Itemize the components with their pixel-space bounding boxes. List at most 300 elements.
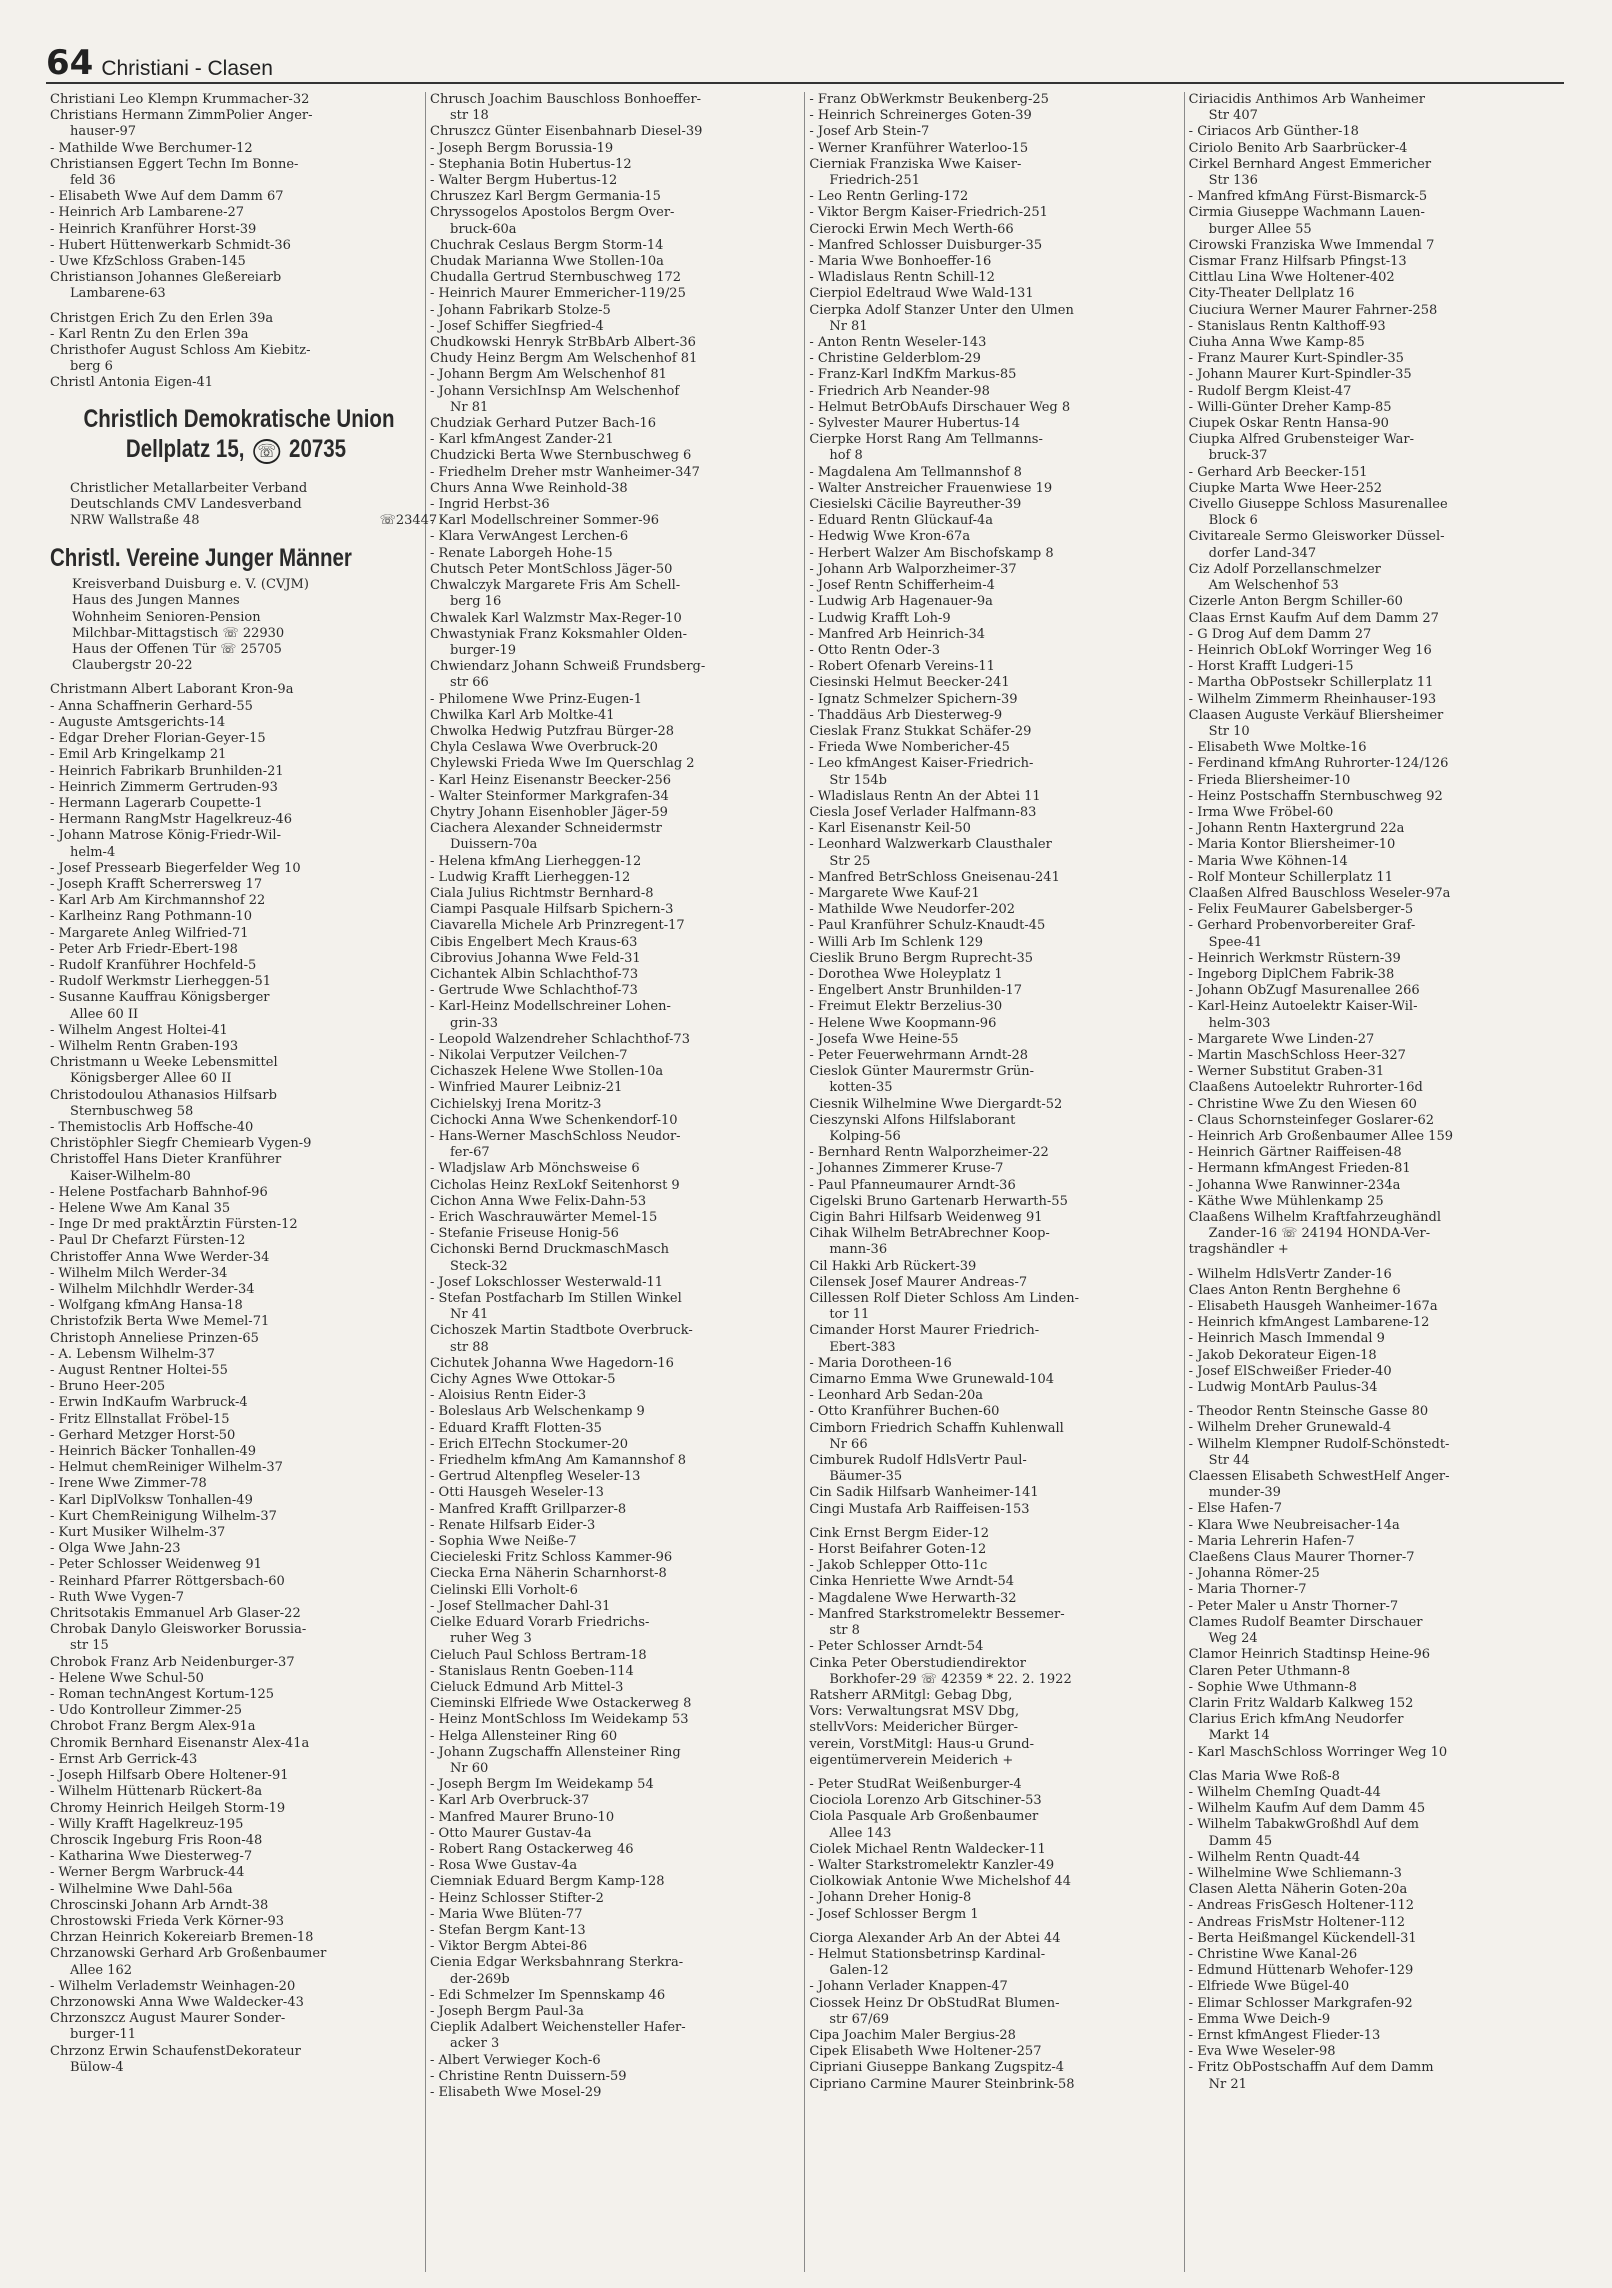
directory-entry: Cieslak Franz Stukkat Schäfer-29: [809, 723, 1032, 739]
directory-entry: - Willy Krafft Hagelkreuz-195: [50, 1817, 422, 1833]
directory-entry: - Ludwig Krafft Loh-9: [809, 611, 1180, 627]
directory-entry: Clas Maria Wwe Roß-8: [1188, 1768, 1340, 1784]
directory-entry: - Hermann kfmAngest Frieden-81: [1189, 1161, 1561, 1177]
directory-entry: - Olga Wwe Jahn-23: [50, 1541, 422, 1557]
directory-entry: - Josef Pressearb Biegerfelder Weg 10: [50, 861, 422, 877]
directory-entry: Ciecka Erna Näherin Scharnhorst-8: [430, 1566, 667, 1582]
directory-entry: Cilensek Josef Maurer Andreas-7: [809, 1274, 1028, 1290]
directory-entry: - Jakob Schlepper Otto-11c: [809, 1558, 1180, 1574]
directory-entry: - Leo kfmAngest Kaiser-Friedrich- Str 154b: [809, 756, 1180, 788]
directory-entry: - Karl Rentn Zu den Erlen 39a: [50, 327, 422, 343]
directory-entry: [1189, 1259, 1561, 1267]
directory-entry: - Friedhelm Dreher mstr Wanheimer-347: [430, 465, 801, 481]
cdu-street: Dellplatz 15,: [125, 434, 245, 463]
directory-entry: - Johann Bergm Am Welschenhof 81: [430, 367, 801, 383]
directory-entry: Ciachera Alexander Schneidermstr Duissern-70a: [430, 821, 662, 853]
directory-entry: - Heinrich Werkmstr Rüstern-39: [1189, 951, 1561, 967]
directory-entry: - Bruno Heer-205: [50, 1379, 422, 1395]
directory-entry: Cillessen Rolf Dieter Schloss Am Linden- tor 11: [809, 1291, 1080, 1323]
directory-entry: - Helene Wwe Koopmann-96: [809, 1016, 1180, 1032]
directory-entry: - Maria Wwe Bonhoeffer-16: [809, 254, 1180, 270]
directory-entry: Cimborn Friedrich Schaffn Kuhlenwall Nr 66: [809, 1420, 1064, 1452]
directory-entry: - Gertrude Wwe Schlachthof-73: [430, 983, 801, 999]
directory-entry: - Viktor Bergm Kaiser-Friedrich-251: [809, 205, 1180, 221]
directory-entry: - Josefa Wwe Heine-55: [809, 1032, 1180, 1048]
columns: [46, 92, 1564, 2272]
directory-entry: Cinka Peter Oberstudiendirektor Borkhofer-29 ☏ 42359 * 22. 2. 1922: [809, 1655, 1072, 1687]
directory-entry: - Karl Heinz Eisenanstr Beecker-256: [430, 773, 801, 789]
directory-entry: Christianson Johannes Gleßereiarb Lambarene-63: [50, 270, 282, 302]
directory-entry: Ciemniak Eduard Bergm Kamp-128: [430, 1874, 665, 1890]
directory-entry: Christoffel Hans Dieter Kranführer Kaiser-Wilhelm-80: [50, 1152, 282, 1184]
cdu-name: Christlich Demokratische Union: [83, 404, 395, 433]
directory-entry: Cipek Elisabeth Wwe Holtener-257: [809, 2044, 1042, 2060]
directory-entry: - Karl kfmAngest Zander-21: [430, 432, 801, 448]
directory-entry: - Joseph Krafft Scherrersweg 17: [50, 877, 422, 893]
directory-entry: - Walter Anstreicher Frauenwiese 19: [809, 481, 1180, 497]
directory-entry: - Heinrich Kranführer Horst-39: [50, 222, 422, 238]
directory-entry: Cieluck Edmund Arb Mittel-3: [430, 1679, 624, 1695]
directory-entry: eigentümerverein Meiderich +: [809, 1752, 1014, 1768]
directory-entry: - Heinrich Maurer Emmericher-119/25: [430, 286, 801, 302]
directory-entry: - Magdalene Wwe Herwarth-32: [809, 1591, 1180, 1607]
directory-entry: - Wladjslaw Arb Mönchsweise 6: [430, 1161, 801, 1177]
directory-entry: - Margarete Anleg Wilfried-71: [50, 926, 422, 942]
directory-entry: Chruszez Karl Bergm Germania-15: [430, 189, 661, 205]
directory-entry: Cieminski Elfriede Wwe Ostackerweg 8: [430, 1696, 692, 1712]
directory-entry: - Sophie Wwe Uthmann-8: [1189, 1680, 1561, 1696]
directory-entry: - Wilhelm Rentn Quadt-44: [1189, 1850, 1561, 1866]
directory-entry: Christhofer August Schloss Am Kiebitz- berg 6: [50, 343, 311, 375]
directory-entry: Chroscik Ingeburg Fris Roon-48: [50, 1832, 263, 1848]
directory-entry: - Mathilde Wwe Neudorfer-202: [809, 902, 1180, 918]
directory-entry: - Eva Wwe Weseler-98: [1189, 2044, 1561, 2060]
directory-entry: - Otti Hausgeh Weseler-13: [430, 1485, 801, 1501]
directory-entry: - Irma Wwe Fröbel-60: [1189, 805, 1561, 821]
directory-entry: - Johann Arb Walporzheimer-37: [809, 562, 1180, 578]
directory-entry: Cismar Franz Hilfsarb Pfingst-13: [1188, 254, 1407, 270]
directory-entry: - Josef Stellmacher Dahl-31: [430, 1599, 801, 1615]
directory-entry: - Karl Modellschreiner Sommer-96: [430, 513, 801, 529]
directory-entry: Clasen Aletta Näherin Goten-20a: [1188, 1882, 1408, 1898]
directory-entry: Chwalek Karl Walzmstr Max-Reger-10: [430, 610, 682, 626]
directory-entry: - Emma Wwe Deich-9: [1189, 2012, 1561, 2028]
directory-entry: Cierpka Adolf Stanzer Unter den Ulmen Nr 81: [809, 302, 1074, 334]
directory-entry: Ciavarella Michele Arb Prinzregent-17: [430, 918, 685, 934]
directory-entry: Cittlau Lina Wwe Holtener-402: [1188, 270, 1395, 286]
directory-entry: Clarin Fritz Waldarb Kalkweg 152: [1188, 1695, 1414, 1711]
directory-entry: - Peter Arb Friedr-Ebert-198: [50, 942, 422, 958]
directory-entry: - Wladislaus Rentn Schill-12: [809, 270, 1180, 286]
directory-entry: Chwastyniak Franz Koksmahler Olden- burger-19: [430, 626, 688, 658]
directory-entry: Christmann u Weeke Lebensmittel Königsberger Allee 60 II: [50, 1055, 278, 1087]
directory-entry: - Maria Wwe Köhnen-14: [1189, 854, 1561, 870]
directory-entry: - Helene Wwe Schul-50: [50, 1671, 422, 1687]
directory-entry: - Gerhard Probenvorbereiter Graf- Spee-41: [1189, 918, 1561, 950]
directory-entry: - Johann Rentn Haxtergrund 22a: [1189, 821, 1561, 837]
directory-entry: Cichocki Anna Wwe Schenkendorf-10: [430, 1112, 678, 1128]
directory-entry: - Anna Schaffnerin Gerhard-55: [50, 699, 422, 715]
directory-entry: - Freimut Elektr Berzelius-30: [809, 999, 1180, 1015]
directory-entry: - Rudolf Bergm Kleist-47: [1189, 384, 1561, 400]
directory-entry: Clames Rudolf Beamter Dirschauer Weg 24: [1188, 1614, 1423, 1647]
directory-entry: - Friedhelm kfmAng Am Kamannshof 8: [430, 1453, 801, 1469]
directory-entry: Chytry Johann Eisenhobler Jäger-59: [430, 804, 668, 820]
directory-entry: Ciampi Pasquale Hilfsarb Spichern-3: [430, 902, 674, 918]
directory-entry: - Walter Bergm Hubertus-12: [430, 173, 801, 189]
directory-entry: [809, 1923, 1180, 1931]
directory-entry: - Felix FeuMaurer Gabelsberger-5: [1189, 902, 1561, 918]
directory-entry: Chritsotakis Emmanuel Arb Glaser-22: [50, 1606, 301, 1622]
directory-entry: stellvVors: Meidericher Bürger-: [809, 1720, 1019, 1736]
directory-entry: - Johann Zugschaffn Allensteiner Ring Nr 60: [430, 1745, 801, 1777]
directory-entry: - Stanislaus Rentn Kalthoff-93: [1189, 319, 1561, 335]
directory-entry: - Manfred Starkstromelektr Bessemer- str 8: [809, 1607, 1180, 1639]
directory-entry: - Manfred Krafft Grillparzer-8: [430, 1502, 801, 1518]
directory-entry: Christöphler Siegfr Chemiearb Vygen-9: [50, 1136, 312, 1152]
page-number: 64: [46, 43, 94, 83]
directory-entry: - Josef Schlosser Bergm 1: [809, 1907, 1180, 1923]
directory-entry: Cichon Anna Wwe Felix-Dahn-53: [430, 1193, 647, 1209]
directory-entry: Ciesla Josef Verlader Halfmann-83: [809, 804, 1037, 820]
directory-entry: - Stefan Bergm Kant-13: [430, 1923, 801, 1939]
directory-entry: - Themistoclis Arb Hoffsche-40: [50, 1120, 422, 1136]
directory-entry: Cierocki Erwin Mech Werth-66: [809, 221, 1014, 237]
directory-entry: - Elisabeth Hausgeh Wanheimer-167a: [1189, 1299, 1561, 1315]
directory-entry: Chwalczyk Margarete Fris Am Schell- berg 16: [430, 578, 681, 610]
column-4: [1185, 92, 1564, 2272]
directory-entry: Claessen Elisabeth SchwestHelf Anger- munder-39: [1188, 1469, 1450, 1501]
cvjm-title: Christl. Vereine Junger Männer: [50, 544, 352, 573]
directory-entry: - Karlheinz Rang Pothmann-10: [50, 909, 422, 925]
directory-entry: Cigelski Bruno Gartenarb Herwarth-55: [809, 1193, 1068, 1209]
directory-entry: - Claus Schornsteinfeger Goslarer-62: [1189, 1113, 1561, 1129]
directory-entry: Ciesnik Wilhelmine Wwe Diergardt-52: [809, 1096, 1063, 1112]
cvjm-line: Kreisverband Duisburg e. V. (CVJM): [72, 577, 309, 593]
directory-entry: Ciorga Alexander Arb An der Abtei 44: [809, 1930, 1061, 1946]
directory-entry: - Werner Substitut Graben-31: [1189, 1064, 1561, 1080]
directory-entry: - Wilhelm Dreher Grunewald-4: [1189, 1420, 1561, 1436]
directory-entry: Christmann Albert Laborant Kron-9a: [50, 682, 294, 698]
directory-entry: Cipriano Carmine Maurer Steinbrink-58: [809, 2076, 1075, 2092]
col1-top-entries: [50, 92, 422, 392]
directory-entry: - Martha ObPostsekr Schillerplatz 11: [1189, 675, 1561, 691]
directory-entry: - Reinhard Pfarrer Röttgersbach-60: [50, 1574, 422, 1590]
directory-entry: Cielke Eduard Vorarb Friedrichs- ruher Weg 3: [430, 1615, 650, 1647]
directory-entry: Cibis Engelbert Mech Kraus-63: [430, 934, 638, 950]
directory-entry: - Johannes Zimmerer Kruse-7: [809, 1161, 1180, 1177]
directory-entry: - Gerhard Metzger Horst-50: [50, 1428, 422, 1444]
cvjm-line: Milchbar-Mittagstisch ☏ 22930: [72, 625, 285, 641]
directory-entry: Ratsherr ARMitgl: Gebag Dbg,: [809, 1687, 1013, 1703]
directory-entry: - Stefanie Friseuse Honig-56: [430, 1226, 801, 1242]
directory-entry: - Elfriede Wwe Bügel-40: [1189, 1979, 1561, 1995]
column-1: [46, 92, 438, 2272]
metall-line: [70, 513, 438, 529]
metall-phone: ☏23447: [379, 513, 438, 529]
directory-entry: Claaßens Wilhelm Kraftfahrzeughändl Zander-16 ☏ 24194 HONDA-Ver-: [1188, 1210, 1442, 1242]
directory-entry: Christiani Leo Klempn Krummacher-32: [50, 92, 310, 107]
directory-entry: Cink Ernst Bergm Eider-12: [809, 1525, 989, 1541]
directory-entry: - Wilhelm HdlsVertr Zander-16: [1189, 1267, 1561, 1283]
directory-entry: Cigin Bahri Hilfsarb Weidenweg 91: [809, 1210, 1043, 1226]
directory-entry: - Frieda Bliersheimer-10: [1189, 773, 1561, 789]
directory-entry: Chudkowski Henryk StrBbArb Albert-36: [430, 335, 696, 351]
directory-entry: - Friedrich Arb Neander-98: [809, 384, 1180, 400]
directory-entry: Chyla Ceslawa Wwe Overbruck-20: [430, 740, 658, 756]
directory-entry: Civello Giuseppe Schloss Masurenallee Block 6: [1188, 497, 1448, 529]
directory-entry: - Maria Lehrerin Hafen-7: [1189, 1534, 1561, 1550]
cdu-phone: 20735: [289, 434, 347, 463]
directory-entry: Chrobot Franz Bergm Alex-91a: [50, 1719, 256, 1735]
directory-entry: - Johanna Römer-25: [1189, 1566, 1561, 1582]
directory-entry: Cihak Wilhelm BetrAbrechner Koop- mann-36: [809, 1226, 1050, 1258]
directory-entry: - Heinrich Arb Großenbaumer Allee 159: [1189, 1129, 1561, 1145]
directory-entry: - Hubert Hüttenwerkarb Schmidt-36: [50, 238, 422, 254]
directory-entry: - Heinrich kfmAngest Lambarene-12: [1189, 1315, 1561, 1331]
directory-entry: - Johann ObZugf Masurenallee 266: [1189, 983, 1561, 999]
directory-entry: - Werner Kranführer Waterloo-15: [809, 141, 1180, 157]
directory-entry: - Wilhelm Zimmerm Rheinhauser-193: [1189, 692, 1561, 708]
cdu-advertisement: [50, 404, 422, 467]
directory-entry: [809, 1518, 1180, 1526]
column-2: [426, 92, 805, 2272]
directory-entry: Christl Antonia Eigen-41: [50, 375, 214, 391]
directory-entry: - Johanna Wwe Ranwinner-234a: [1189, 1178, 1561, 1194]
cvjm-line: Haus des Jungen Mannes: [72, 593, 240, 609]
page-title: Christiani - Clasen: [101, 57, 273, 80]
directory-entry: Claren Peter Uthmann-8: [1188, 1663, 1351, 1679]
directory-entry: - Eduard Rentn Glückauf-4a: [809, 513, 1180, 529]
directory-entry: - Helga Allensteiner Ring 60: [430, 1729, 801, 1745]
directory-entry: Chrobak Danylo Gleisworker Borussia- str 15: [50, 1622, 307, 1654]
directory-entry: - Heinrich Fabrikarb Brunhilden-21: [50, 764, 422, 780]
directory-entry: - Ludwig Arb Hagenauer-9a: [809, 594, 1180, 610]
directory-entry: - Inge Dr med praktÄrztin Fürsten-12: [50, 1217, 422, 1233]
directory-entry: Chrzonz Erwin SchaufenstDekorateur Bülow-4: [50, 2043, 301, 2075]
directory-entry: Cirowski Franziska Wwe Immendal 7: [1188, 237, 1435, 253]
cdu-address: [83, 434, 388, 467]
directory-entry: - Otto Maurer Gustav-4a: [430, 1826, 801, 1842]
metall-line: Christlicher Metallarbeiter Verband: [70, 480, 308, 496]
directory-entry: Cirmia Giuseppe Wachmann Lauen- burger Allee 55: [1188, 205, 1425, 237]
directory-entry: - Engelbert Anstr Brunhilden-17: [809, 983, 1180, 999]
directory-entry: Ciossek Heinz Dr ObStudRat Blumen- str 67/69: [809, 1995, 1060, 2027]
directory-entry: - Josef ElSchweißer Frieder-40: [1189, 1364, 1561, 1380]
directory-entry: - Robert Rang Ostackerweg 46: [430, 1842, 801, 1858]
directory-entry: Chruszcz Günter Eisenbahnarb Diesel-39: [430, 124, 703, 140]
directory-entry: - Ignatz Schmelzer Spichern-39: [809, 692, 1180, 708]
directory-entry: Chudalla Gertrud Sternbuschweg 172: [430, 270, 682, 286]
directory-entry: Ciesinski Helmut Beecker-241: [809, 675, 1010, 691]
directory-entry: - Anton Rentn Weseler-143: [809, 335, 1180, 351]
directory-entry: - Frieda Wwe Nombericher-45: [809, 740, 1180, 756]
directory-entry: Chrusch Joachim Bauschloss Bonhoeffer- str 18: [430, 92, 702, 124]
directory-entry: - Andreas FrisMstr Holtener-112: [1189, 1915, 1561, 1931]
directory-entry: Chrzanowski Gerhard Arb Großenbaumer Allee 162: [50, 1946, 327, 1978]
directory-entry: - Karl Arb Overbruck-37: [430, 1793, 801, 1809]
directory-entry: - Winfried Maurer Leibniz-21: [430, 1080, 801, 1096]
directory-entry: Clarius Erich kfmAng Neudorfer Markt 14: [1188, 1712, 1404, 1744]
directory-entry: Cirkel Bernhard Angest Emmericher Str 136: [1188, 156, 1432, 189]
directory-entry: - Heinz Postschaffn Sternbuschweg 92: [1189, 789, 1561, 805]
directory-entry: Cipa Joachim Maler Bergius-28: [809, 2027, 1016, 2043]
directory-entry: Claeßens Claus Maurer Thorner-7: [1188, 1550, 1415, 1566]
directory-entry: - Karl Eisenanstr Keil-50: [809, 821, 1180, 837]
directory-entry: Chwiendarz Johann Schweiß Frundsberg- str 66: [430, 659, 706, 691]
directory-entry: - Paul Kranführer Schulz-Knaudt-45: [809, 918, 1180, 934]
directory-entry: Chryssogelos Apostolos Bergm Over- bruck-60a: [430, 205, 675, 237]
directory-entry: Cinka Henriette Wwe Arndt-54: [809, 1574, 1015, 1590]
directory-entry: Christoffer Anna Wwe Werder-34: [50, 1249, 270, 1265]
directory-entry: - Johann VersichInsp Am Welschenhof Nr 81: [430, 384, 801, 416]
directory-entry: [1189, 1761, 1561, 1769]
directory-entry: Cichoszek Martin Stadtbote Overbruck- str 88: [430, 1323, 693, 1355]
directory-entry: - Kurt Musiker Wilhelm-37: [50, 1525, 422, 1541]
directory-entry: - Heinrich Zimmerm Gertruden-93: [50, 780, 422, 796]
directory-entry: - Leonhard Arb Sedan-20a: [809, 1388, 1180, 1404]
col1-bottom-entries: [50, 682, 422, 2075]
directory-entry: Churs Anna Wwe Reinhold-38: [430, 480, 628, 496]
directory-entry: Ciriolo Benito Arb Saarbrücker-4: [1188, 140, 1408, 156]
cvjm-line: Wohnheim Senioren-Pension: [72, 609, 261, 625]
directory-entry: Cieplik Adalbert Weichensteller Hafer- acker 3: [430, 2020, 686, 2052]
directory-entry: Cichielskyj Irena Moritz-3: [430, 1096, 602, 1112]
page-header: [46, 30, 1564, 84]
directory-entry: tragshändler +: [1188, 1242, 1289, 1258]
directory-entry: - Joseph Bergm Paul-3a: [430, 2004, 801, 2020]
directory-entry: - Franz ObWerkmstr Beukenberg-25: [809, 92, 1180, 108]
directory-entry: - Manfred Schlosser Duisburger-35: [809, 238, 1180, 254]
directory-entry: - Heinz Schlosser Stifter-2: [430, 1891, 801, 1907]
directory-entry: Cichutek Johanna Wwe Hagedorn-16: [430, 1355, 674, 1371]
directory-entry: - Heinrich ObLokf Worringer Weg 16: [1189, 643, 1561, 659]
directory-entry: - Heinrich Gärtner Raiffeisen-48: [1189, 1145, 1561, 1161]
directory-entry: Ciupek Oskar Rentn Hansa-90: [1188, 416, 1389, 432]
directory-entry: Cibrovius Johanna Wwe Feld-31: [430, 950, 641, 966]
directory-entry: Cienia Edgar Werksbahnrang Sterkra- der-269b: [430, 1955, 684, 1987]
directory-entry: - Karl MaschSchloss Worringer Weg 10: [1189, 1745, 1561, 1761]
directory-entry: - Dorothea Wwe Holeyplatz 1: [809, 967, 1180, 983]
directory-entry: - Bernhard Rentn Walporzheimer-22: [809, 1145, 1180, 1161]
directory-entry: - Stanislaus Rentn Goeben-114: [430, 1664, 801, 1680]
directory-entry: Ciociola Lorenzo Arb Gitschiner-53: [809, 1793, 1042, 1809]
directory-entry: - Christine Rentn Duissern-59: [430, 2069, 801, 2085]
directory-entry: - Wilhelm TabakwGroßhdl Auf dem Damm 45: [1189, 1817, 1561, 1849]
directory-entry: Chrostowski Frieda Verk Körner-93: [50, 1913, 285, 1929]
directory-entry: - Willi-Günter Dreher Kamp-85: [1189, 400, 1561, 416]
directory-entry: - Uwe KfzSchloss Graben-145: [50, 254, 422, 270]
cvjm-line: Claubergstr 20-22: [72, 658, 193, 674]
directory-entry: - Wilhelmine Wwe Schliemann-3: [1189, 1866, 1561, 1882]
directory-entry: Chwolka Hedwig Putzfrau Bürger-28: [430, 723, 675, 739]
directory-entry: Christofzik Berta Wwe Memel-71: [50, 1314, 270, 1330]
directory-entry: - Philomene Wwe Prinz-Eugen-1: [430, 692, 801, 708]
directory-entry: - Karl Arb Am Kirchmannshof 22: [50, 893, 422, 909]
directory-entry: Cichaszek Helene Wwe Stollen-10a: [430, 1064, 664, 1080]
directory-entry: - Margarete Wwe Linden-27: [1189, 1032, 1561, 1048]
directory-entry: - Elisabeth Wwe Auf dem Damm 67: [50, 189, 422, 205]
directory-entry: - Hedwig Wwe Kron-67a: [809, 529, 1180, 545]
directory-entry: - Robert Ofenarb Vereins-11: [809, 659, 1180, 675]
directory-entry: - Sophia Wwe Neiße-7: [430, 1534, 801, 1550]
directory-entry: Cipriani Giuseppe Bankang Zugspitz-4: [809, 2060, 1065, 2076]
directory-entry: - A. Lebensm Wilhelm-37: [50, 1347, 422, 1363]
directory-entry: - Joseph Bergm Im Weidekamp 54: [430, 1777, 801, 1793]
directory-entry: Chudziak Gerhard Putzer Bach-16: [430, 416, 656, 432]
directory-entry: - Gerhard Arb Beecker-151: [1189, 465, 1561, 481]
directory-entry: - Magdalena Am Tellmannshof 8: [809, 465, 1180, 481]
directory-entry: - Nikolai Verputzer Veilchen-7: [430, 1048, 801, 1064]
directory-entry: Cimburek Rudolf HdlsVertr Paul- Bäumer-35: [809, 1453, 1027, 1485]
directory-entry: - Ciriacos Arb Günther-18: [1189, 124, 1561, 140]
directory-entry: Cimander Horst Maurer Friedrich- Ebert-383: [809, 1323, 1040, 1355]
directory-entry: [50, 303, 422, 311]
directory-entry: - Elisabeth Wwe Moltke-16: [1189, 740, 1561, 756]
directory-entry: Cieluch Paul Schloss Bertram-18: [430, 1647, 647, 1663]
cvjm-line: Haus der Offenen Tür ☏ 25705: [72, 642, 282, 658]
directory-entry: - Wilhelm Hüttenarb Rückert-8a: [50, 1784, 422, 1800]
directory-entry: - Irene Wwe Zimmer-78: [50, 1476, 422, 1492]
directory-entry: - Wladislaus Rentn An der Abtei 11: [809, 789, 1180, 805]
directory-entry: - Willi Arb Im Schlenk 129: [809, 935, 1180, 951]
directory-entry: Ciesielski Cäcilie Bayreuther-39: [809, 497, 1022, 513]
directory-entry: Ciz Adolf Porzellanschmelzer Am Welschenhof 53: [1188, 561, 1381, 594]
directory-entry: - Leo Rentn Gerling-172: [809, 189, 1180, 205]
directory-entry: - Ruth Wwe Vygen-7: [50, 1590, 422, 1606]
directory-entry: Chwilka Karl Arb Moltke-41: [430, 707, 615, 723]
directory-entry: Cingi Mustafa Arb Raiffeisen-153: [809, 1501, 1030, 1517]
directory-entry: - Wilhelm Kaufm Auf dem Damm 45: [1189, 1801, 1561, 1817]
telephone-icon: ☏: [253, 439, 280, 464]
directory-entry: Ciolek Michael Rentn Waldecker-11: [809, 1841, 1046, 1857]
directory-entry: - Hermann RangMstr Hagelkreuz-46: [50, 812, 422, 828]
directory-entry: Christians Hermann ZimmPolier Anger- hauser-97: [50, 108, 313, 140]
directory-entry: - Otto Kranführer Buchen-60: [809, 1404, 1180, 1420]
directory-entry: Chylewski Frieda Wwe Im Querschlag 2: [430, 756, 695, 772]
directory-entry: - Helmut BetrObAufs Dirschauer Weg 8: [809, 400, 1180, 416]
directory-entry: - Josef Lokschlosser Westerwald-11: [430, 1275, 801, 1291]
directory-entry: Christoph Anneliese Prinzen-65: [50, 1330, 259, 1346]
metall-verband: [70, 480, 438, 530]
directory-entry: Chuchrak Ceslaus Bergm Storm-14: [430, 237, 664, 253]
directory-entry: - Elisabeth Wwe Mosel-29: [430, 2085, 801, 2101]
directory-entry: - Wilhelm Angest Holtei-41: [50, 1023, 422, 1039]
directory-entry: Chrzonszcz August Maurer Sonder- burger-11: [50, 2011, 286, 2043]
directory-entry: - Albert Verwieger Koch-6: [430, 2053, 801, 2069]
directory-entry: - Heinrich Schreinerges Goten-39: [809, 108, 1180, 124]
directory-entry: - Helmut chemReiniger Wilhelm-37: [50, 1460, 422, 1476]
directory-entry: - Manfred Arb Heinrich-34: [809, 627, 1180, 643]
directory-entry: Claasen Auguste Verkäuf Bliersheimer Str 10: [1188, 707, 1444, 739]
directory-entry: - Elimar Schlosser Markgrafen-92: [1189, 1996, 1561, 2012]
directory-entry: - Hans-Werner MaschSchloss Neudor- fer-67: [430, 1129, 801, 1161]
directory-entry: - Horst Krafft Ludgeri-15: [1189, 659, 1561, 675]
directory-entry: Chrzonowski Anna Wwe Waldecker-43: [50, 1994, 304, 2010]
directory-entry: - Peter Schlosser Weidenweg 91: [50, 1557, 422, 1573]
directory-entry: - Heinrich Masch Immendal 9: [1189, 1331, 1561, 1347]
directory-entry: - Josef Schiffer Siegfried-4: [430, 319, 801, 335]
directory-entry: - Edmund Hüttenarb Wehofer-129: [1189, 1963, 1561, 1979]
directory-entry: [809, 1769, 1180, 1777]
directory-entry: - Johann Maurer Kurt-Spindler-35: [1189, 367, 1561, 383]
directory-entry: Ciriacidis Anthimos Arb Wanheimer Str 407: [1188, 92, 1425, 124]
directory-entry: - Renate Laborgeh Hohe-15: [430, 546, 801, 562]
directory-entry: - Mathilde Wwe Berchumer-12: [50, 141, 422, 157]
directory-entry: - Maria Wwe Blüten-77: [430, 1907, 801, 1923]
directory-entry: Cieslik Bruno Bergm Ruprecht-35: [809, 950, 1034, 966]
directory-entry: - Leopold Walzendreher Schlachthof-73: [430, 1032, 801, 1048]
